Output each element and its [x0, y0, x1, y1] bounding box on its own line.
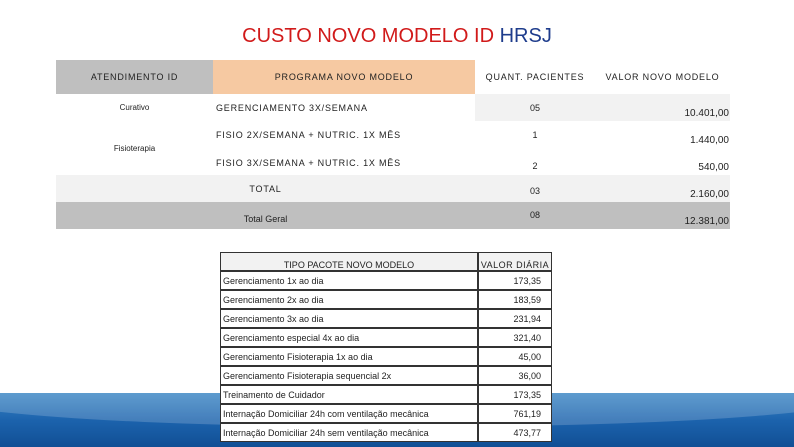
package-row-1-tipo: Gerenciamento 1x ao dia: [220, 271, 478, 290]
package-row-5-tipo: Gerenciamento Fisioterapia 1x ao dia: [220, 347, 478, 366]
header-quant: QUANT. PACIENTES: [475, 60, 595, 94]
package-row-9-tipo: Internação Domiciliar 24h sem ventilação mecânica: [220, 423, 478, 442]
package-row-4-tipo: Gerenciamento especial 4x ao dia: [220, 328, 478, 347]
total-geral-label: Total Geral: [56, 202, 475, 229]
row-2-programa: FISIO 2X/SEMANA + NUTRIC. 1X MÊS: [213, 121, 475, 148]
row-3-programa: FISIO 3X/SEMANA + NUTRIC. 1X MÊS: [213, 148, 475, 175]
row-1-quant: 05: [475, 94, 595, 121]
package-row-9-valor: 473,77: [478, 423, 552, 442]
package-row-8-tipo: Internação Domiciliar 24h com ventilação mecânica: [220, 404, 478, 423]
header-programa: PROGRAMA NOVO MODELO: [213, 60, 475, 94]
row-3-valor: 540,00: [595, 148, 730, 175]
package-row-6-valor: 36,00: [478, 366, 552, 385]
package-row-6-tipo: Gerenciamento Fisioterapia sequencial 2x: [220, 366, 478, 385]
package-row-7-tipo: Treinamento de Cuidador: [220, 385, 478, 404]
package-row-1-valor: 173,35: [478, 271, 552, 290]
header-valor-diaria: VALOR DIÁRIA: [478, 252, 552, 271]
row-2-quant: 1: [475, 121, 595, 148]
row-1-valor: 10.401,00: [595, 94, 730, 121]
header-tipo-pacote: TIPO PACOTE NOVO MODELO: [220, 252, 478, 271]
package-row-7-valor: 173,35: [478, 385, 552, 404]
package-row-3-valor: 231,94: [478, 309, 552, 328]
total-geral-quant: 08: [475, 202, 595, 229]
group-curativo: Curativo: [56, 94, 213, 121]
total-valor: 2.160,00: [595, 175, 730, 202]
group-fisioterapia: Fisioterapia: [56, 121, 213, 175]
package-row-5-valor: 45,00: [478, 347, 552, 366]
row-2-valor: 1.440,00: [595, 121, 730, 148]
total-geral-valor: 12.381,00: [595, 202, 730, 229]
package-row-2-valor: 183,59: [478, 290, 552, 309]
package-row-8-valor: 761,19: [478, 404, 552, 423]
row-1-programa: GERENCIAMENTO 3X/SEMANA: [213, 94, 475, 121]
total-label: TOTAL: [56, 175, 475, 202]
header-atendimento: ATENDIMENTO ID: [56, 60, 213, 94]
package-row-4-valor: 321,40: [478, 328, 552, 347]
title-accent: HRSJ: [499, 25, 552, 47]
package-row-2-tipo: Gerenciamento 2x ao dia: [220, 290, 478, 309]
title-main: CUSTO NOVO MODELO ID: [242, 25, 495, 47]
row-3-quant: 2: [475, 148, 595, 175]
package-row-3-tipo: Gerenciamento 3x ao dia: [220, 309, 478, 328]
page-title: [0, 25, 794, 48]
total-quant: 03: [475, 175, 595, 202]
header-valor: VALOR NOVO MODELO: [595, 60, 730, 94]
